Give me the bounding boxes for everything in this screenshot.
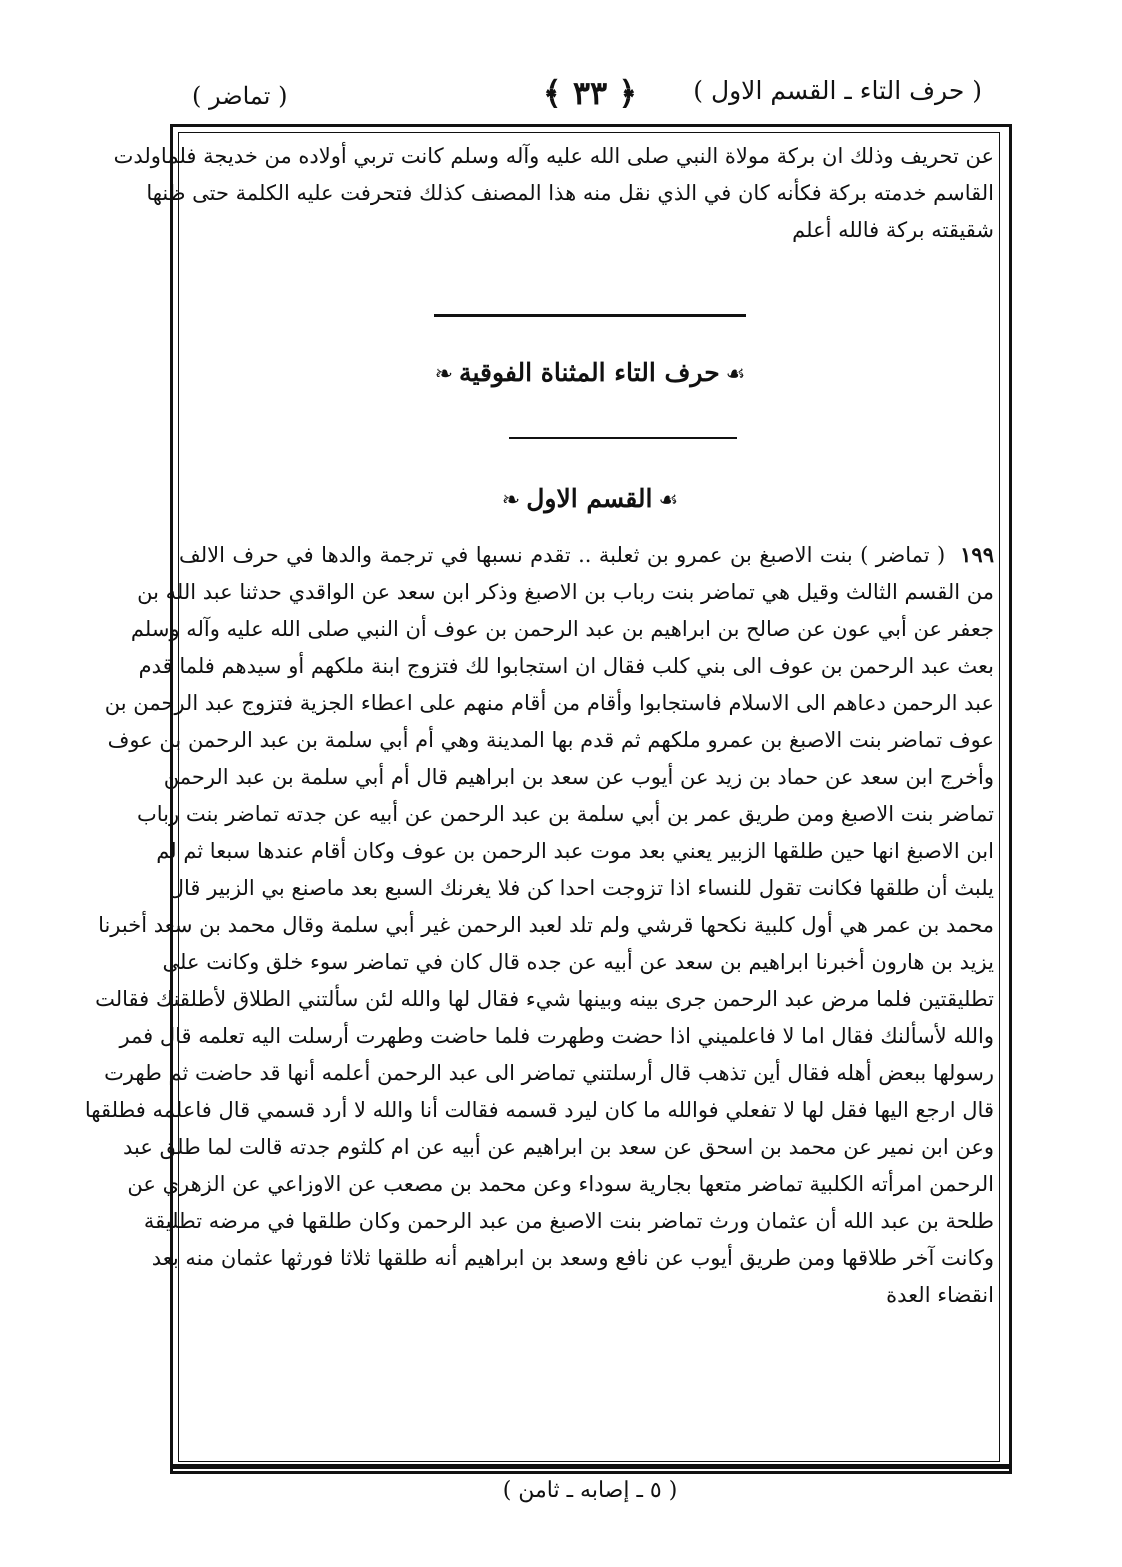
intro-line-3: شقيقته بركة فالله أعلم [792, 218, 994, 242]
entry-line-18: الرحمن امرأته الكلبية تماضر متعها بجارية سوداء وعن محمد بن مصعب عن الاوزاعي عن الزهري عن [127, 1172, 994, 1196]
running-header-section: ( حرف التاء ـ القسم الاول ) [693, 76, 982, 105]
section-heading [380, 358, 800, 387]
entry-line-13: تطليقتين فلما مرض عبد الرحمن جرى بينه وبينها شيء فقال لها والله لئن سألتني الطلاق لأطلقنك فقالت [95, 987, 994, 1011]
entry-line-12: يزيد بن هارون أخبرنا ابراهيم بن سعد عن أبيه عن جده قال كان في تماضر سوء خلق وكانت على [162, 950, 994, 974]
subsection-heading-text: القسم الاول [526, 484, 653, 513]
divider-rule-top [434, 314, 746, 317]
signature-mark: ( ٥ ـ إصابه ـ ثامن ) [502, 1478, 678, 1503]
section-heading-text: حرف التاء المثناة الفوقية [459, 358, 720, 387]
entry-line-2: من القسم الثالث وقيل هي تماضر بنت رباب بن الاصبغ وذكر ابن سعد عن الواقدي حدثنا عبد الله بن [137, 580, 994, 604]
entry-line-9: ابن الاصبغ انها حين طلقها الزبير يعني بعد موت عبد الرحمن بن عوف وكان أقام عندها سبعا ثم لم [156, 839, 994, 863]
intro-line-1: عن تحريف وذلك ان بركة مولاة النبي صلى الله عليه وآله وسلم كانت تربي أولاده من خديجة فلماولدت [113, 144, 994, 168]
entry-line-21: انقضاء العدة [886, 1283, 994, 1307]
entry-line-6: عوف تماضر بنت الاصبغ بن عمرو ملكهم ثم قدم بها المدينة وهي أم أبي سلمة بن عبد الرحمن بن عوف [107, 728, 994, 752]
ornament-right-icon-2: ☙ [658, 488, 679, 513]
entry-line-1-text: ( تماضر ) بنت الاصبغ بن عمرو بن ثعلبة .. تقدم نسبها في ترجمة والدها في حرف الالف [179, 543, 946, 567]
entry-line-20: وكانت آخر طلاقها ومن طريق أيوب عن نافع وسعد بن ابراهيم أنه طلقها ثلاثا فورثها عثمان منه بعد [151, 1246, 994, 1270]
entry-line-4: بعث عبد الرحمن بن عوف الى بني كلب فقال ان استجابوا لك فتزوج ابنة ملكهم أو سيدهم فلما قدم [138, 654, 994, 678]
running-header-entry-name: ( تماضر ) [192, 82, 288, 110]
entry-line-19: طلحة بن عبد الله أن عثمان ورث تماضر بنت الاصبغ من عبد الرحمن وكان طلقها في مرضه تطليقة [143, 1209, 994, 1233]
divider-rule-middle [509, 437, 737, 439]
page-number: ﴿ ٣٣ ﴾ [542, 74, 638, 112]
entry-number: ١٩٩ [960, 542, 994, 567]
frame-bottom-rule [170, 1464, 1012, 1469]
entry-line-11: محمد بن عمر هي أول كلبية نكحها قرشي ولم تلد لعبد الرحمن غير أبي سلمة وقال محمد بن سعد أخبرنا [98, 913, 994, 937]
entry-line-7: وأخرج ابن سعد عن حماد بن زيد عن أيوب عن سعد بن ابراهيم قال أم أبي سلمة بن عبد الرحمن [163, 765, 994, 789]
entry-line-3: جعفر عن أبي عون عن صالح بن ابراهيم بن عبد الرحمن بن عوف أن النبي صلى الله عليه وآله وسلم [130, 617, 994, 641]
ornament-left-icon-2: ❧ [501, 488, 521, 513]
intro-line-2: القاسم خدمته بركة فكأنه كان في الذي نقل منه هذا المصنف كذلك فتحرفت عليه الكلمة حتى ظنها [146, 181, 994, 205]
entry-line-14: والله لأسألنك فقال اما لا فاعلميني اذا حضت وطهرت فلما حاضت وطهرت أرسلت اليه تعلمه قال فمر [119, 1024, 994, 1048]
subsection-heading [450, 484, 730, 513]
ornament-left-icon: ❧ [434, 362, 454, 387]
entry-line-10: يلبث أن طلقها فكانت تقول للنساء اذا تزوجت احدا كن فلا يغرنك السبع بعد ماصنع بي الزبير قال [168, 876, 994, 900]
entry-line-16: قال ارجع اليها فقل لها لا تفعلي فوالله ما كان ليرد قسمه فقالت أنا والله لا أرد قسمي قال فاعلمه فطلقها [84, 1098, 994, 1122]
ornament-right-icon: ☙ [725, 362, 746, 387]
entry-line-15: رسولها ببعض أهله فقال أين تذهب قال أرسلتني تماضر الى عبد الرحمن أعلمه أنها قد حاضت ثم طهرت [104, 1061, 994, 1085]
entry-line-17: وعن ابن نمير عن محمد بن اسحق عن سعد بن ابراهيم عن أبيه عن ام كلثوم جدته قالت لما طلق عبد [123, 1135, 994, 1159]
entry-line-5: عبد الرحمن دعاهم الى الاسلام فاستجابوا وأقام من أقام منهم على اعطاء الجزية فتزوج عبد الرحمن بن [104, 691, 994, 715]
entry-line-1 [179, 540, 994, 570]
entry-line-8: تماضر بنت الاصبغ ومن طريق عمر بن أبي سلمة بن عبد الرحمن عن أبيه عن جدته تماضر بنت رباب [137, 802, 994, 826]
